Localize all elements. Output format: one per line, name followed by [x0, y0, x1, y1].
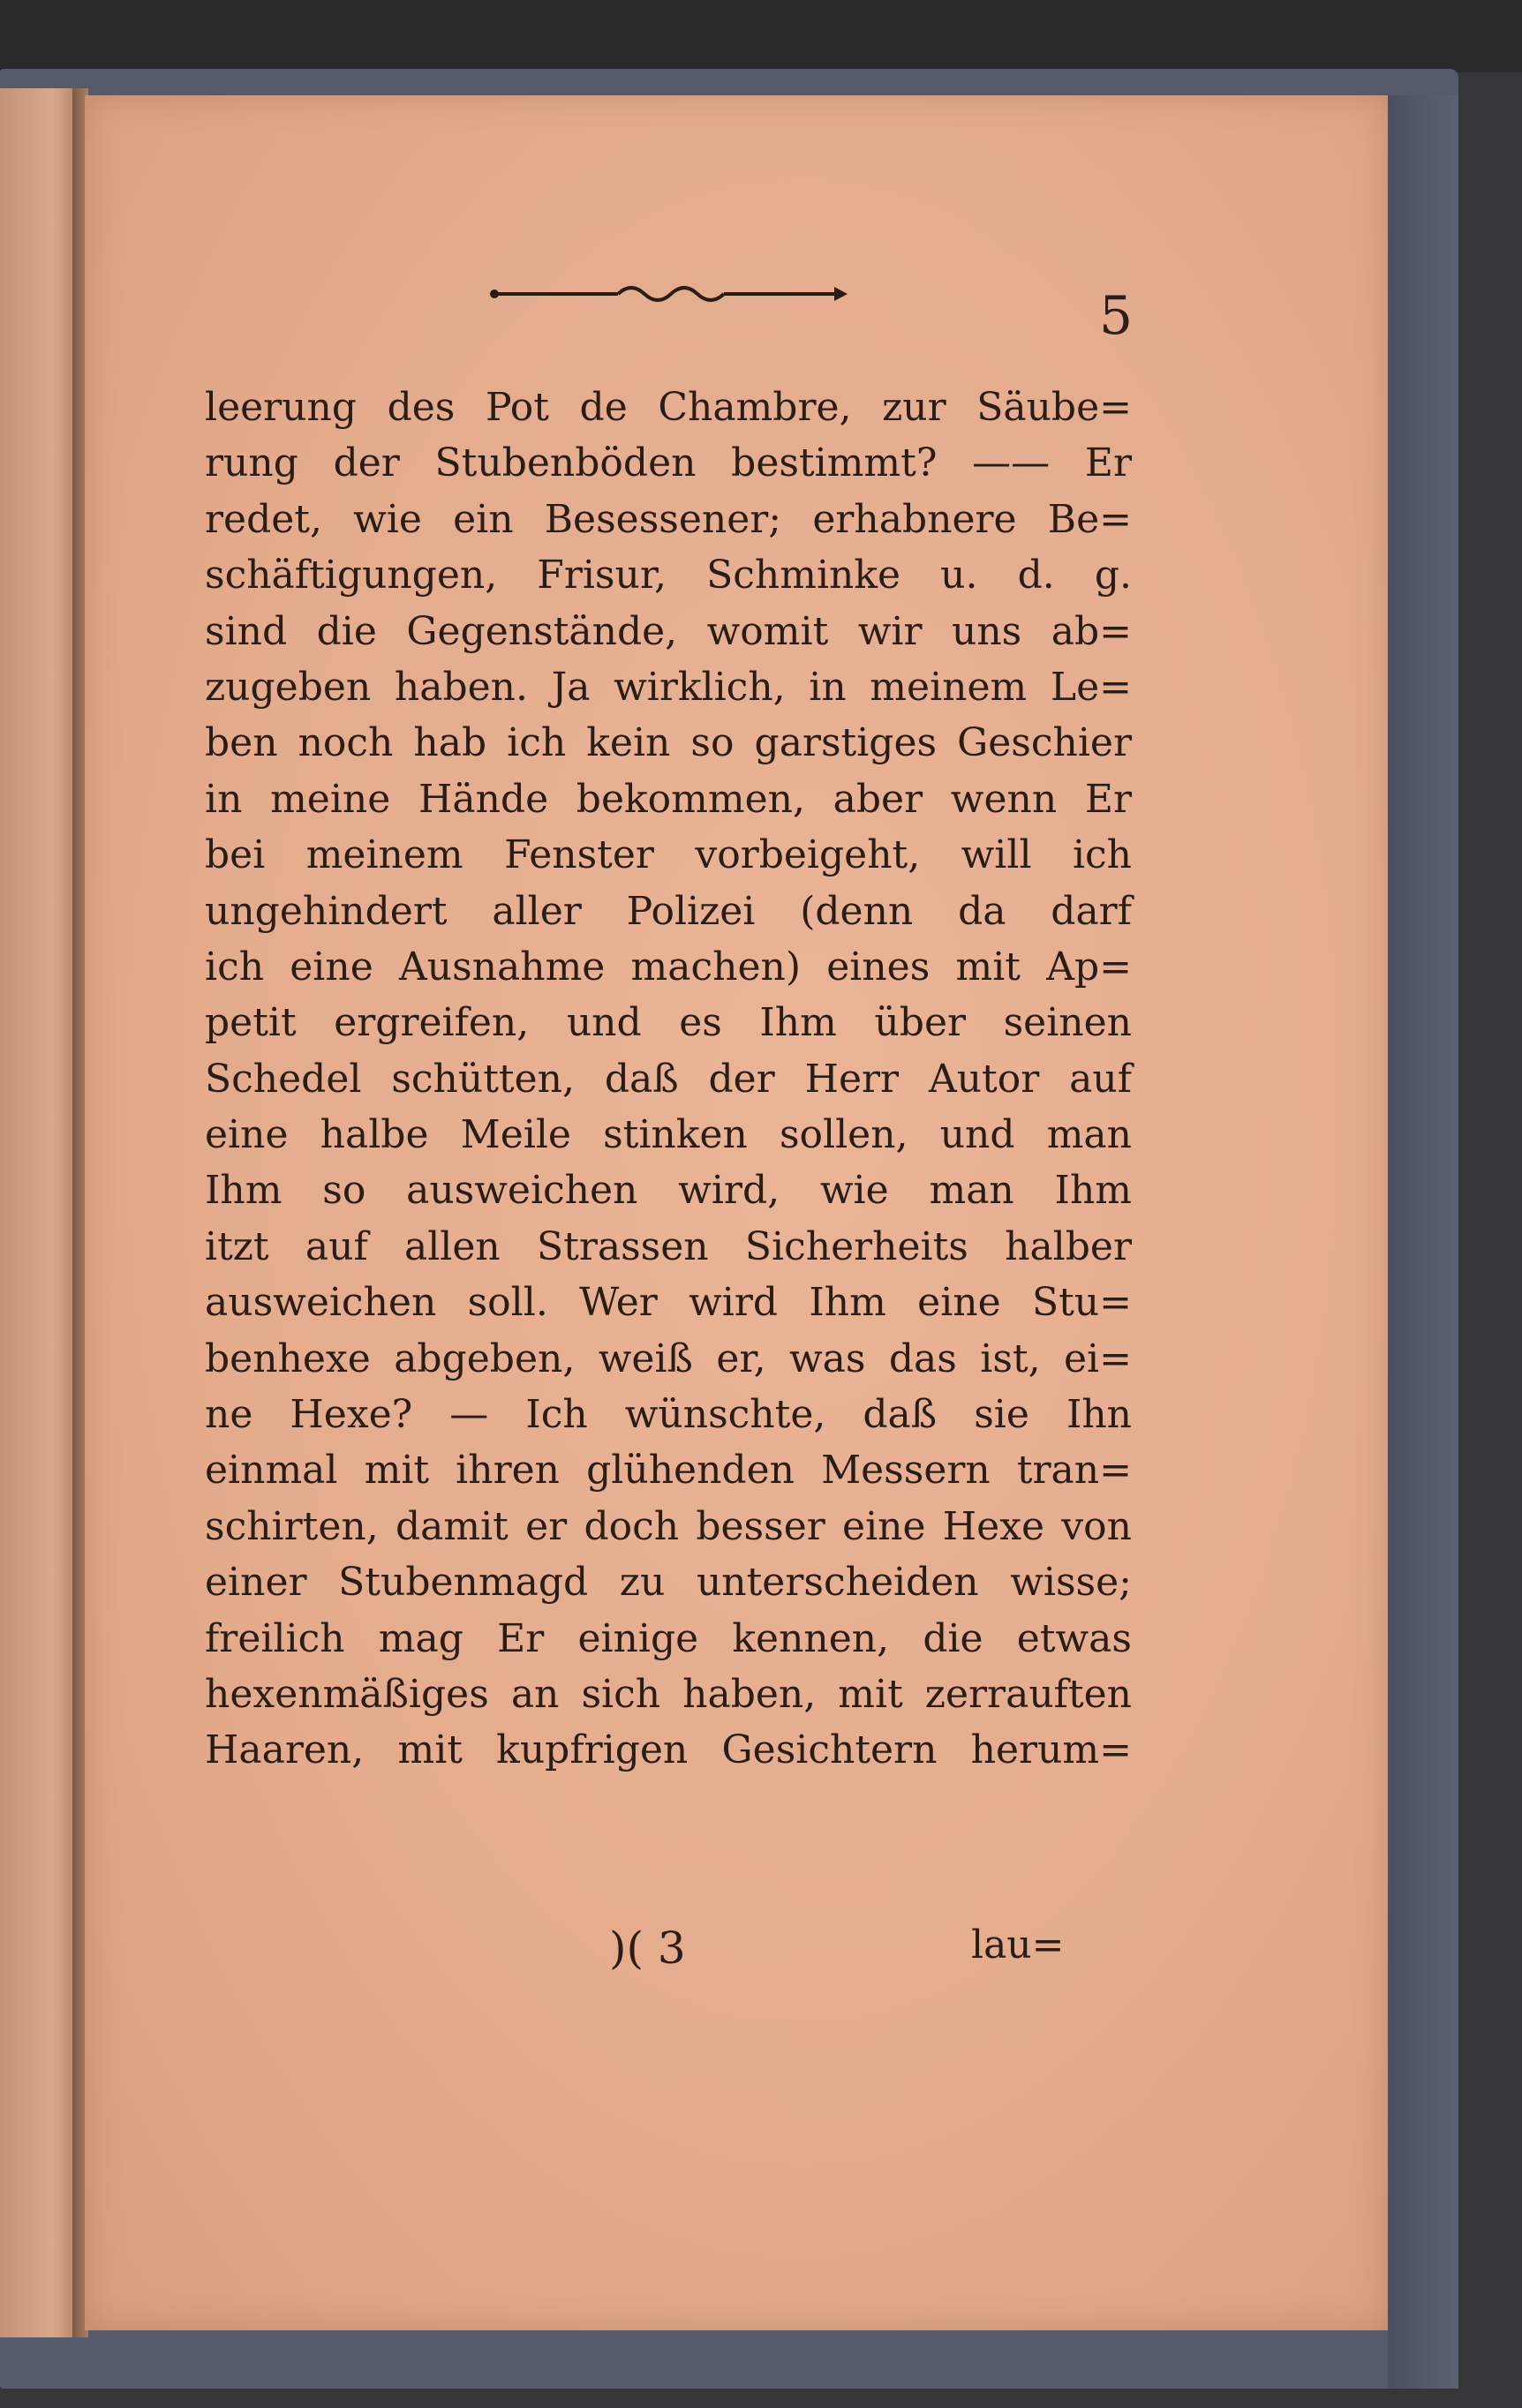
text-line: schirten, damit er doch besser eine Hexe von	[205, 1503, 1132, 1549]
text-line: bei meinem Fenster vorbeigeht, will ich	[205, 832, 1132, 878]
text-line: rung der Stubenböden bestimmt? —— Er	[205, 440, 1132, 486]
text-line: einmal mit ihren glühenden Messern tran=	[205, 1448, 1132, 1494]
text-line: hexenmäßiges an sich haben, mit zerrauften	[205, 1671, 1132, 1717]
cover-edge	[1388, 95, 1458, 2389]
signature-mark: )( 3	[609, 1923, 686, 1974]
text-line: Ihm so ausweichen wird, wie man Ihm	[205, 1168, 1132, 1214]
text-line: Haaren, mit kupfrigen Gesichtern herum=	[205, 1727, 1132, 1773]
text-line: ich eine Ausnahme machen) eines mit Ap=	[205, 944, 1132, 990]
text-line: leerung des Pot de Chambre, zur Säube=	[205, 385, 1132, 430]
body-text	[205, 380, 1132, 1779]
text-line: in meine Hände bekommen, aber wenn Er	[205, 776, 1132, 822]
text-line: schäftigungen, Frisur, Schminke u. d. g.	[205, 553, 1132, 598]
text-line: ne Hexe? — Ich wünschte, daß sie Ihn	[205, 1392, 1132, 1438]
scanner-background	[0, 0, 1522, 72]
text-line: ausweichen soll. Wer wird Ihm eine Stu=	[205, 1280, 1132, 1326]
text-line: einer Stubenmagd zu unterscheiden wisse;	[205, 1560, 1132, 1606]
text-line: zugeben haben. Ja wirklich, in meinem Le=	[205, 664, 1132, 710]
text-line: sind die Gegenstände, womit wir uns ab=	[205, 608, 1132, 654]
text-line: Schedel schütten, daß der Herr Autor auf	[205, 1056, 1132, 1102]
text-line: petit ergreifen, und es Ihm über seinen	[205, 1000, 1132, 1046]
header-ornament-icon	[486, 278, 856, 310]
text-line: ben noch hab ich kein so garstiges Geschier	[205, 720, 1132, 766]
text-line: redet, wie ein Besessener; erhabnere Be=	[205, 496, 1132, 542]
text-line: eine halbe Meile stinken sollen, und man	[205, 1112, 1132, 1158]
catchword: lau=	[971, 1923, 1065, 1968]
page-number: 5	[1099, 285, 1134, 347]
text-line: itzt auf allen Strassen Sicherheits halber	[205, 1223, 1132, 1269]
text-line: benhexe abgeben, weiß er, was das ist, ei=	[205, 1336, 1132, 1381]
text-line: freilich mag Er einige kennen, die etwas	[205, 1615, 1132, 1661]
text-line: ungehindert aller Polizei (denn da darf	[205, 888, 1132, 934]
facing-page-edge	[0, 88, 76, 2337]
